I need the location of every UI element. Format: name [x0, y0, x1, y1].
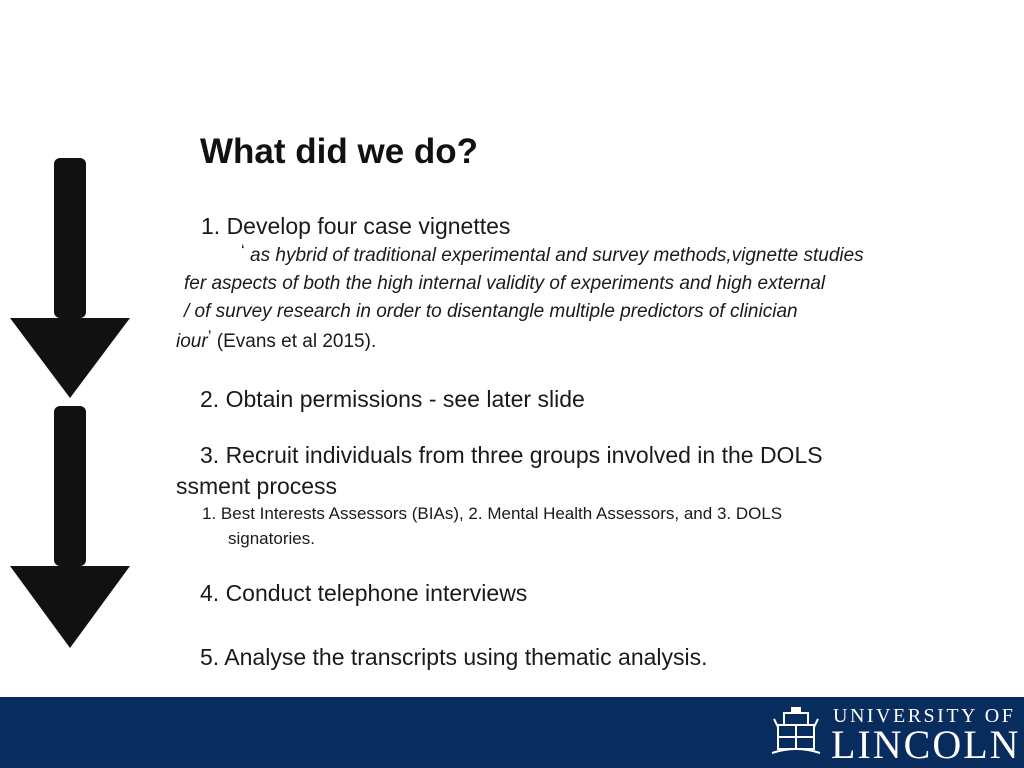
step-3-line-1: 3. Recruit individuals from three groups involved in the DOLS: [200, 442, 823, 468]
step-2: 2. Obtain permissions - see later slide: [200, 386, 585, 412]
open-quote-mark: ‘: [241, 241, 245, 260]
quote-line-3: / of survey research in order to disentangle multiple predictors of clinician: [184, 301, 798, 322]
step-5: 5. Analyse the transcripts using thematic analysis.: [200, 644, 708, 670]
step-3-sub-line-2: signatories.: [228, 529, 315, 548]
step-1: 1. Develop four case vignettes: [201, 213, 511, 239]
university-name-top: UNIVERSITY OF: [833, 705, 1016, 727]
slide-title: What did we do?: [200, 132, 479, 171]
university-name-bottom: LINCOLN: [831, 722, 1021, 767]
step-4: 4. Conduct telephone interviews: [200, 580, 528, 606]
step-3-sub-line-1: 1. Best Interests Assessors (BIAs), 2. Mental Health Assessors, and 3. DOLS: [202, 504, 783, 523]
quote-text-4: iour: [176, 331, 208, 352]
quote-line-4: [176, 327, 377, 353]
quote-line-1: [241, 241, 864, 267]
quote-line-2: fer aspects of both the high internal validity of experiments and high external: [184, 273, 826, 294]
quote-citation: (Evans et al 2015).: [211, 331, 377, 352]
step-3-line-2: ssment process: [176, 473, 338, 499]
footer-bar: [0, 697, 1024, 768]
quote-text-1: as hybrid of traditional experimental and survey methods,vignette studies: [244, 245, 864, 266]
university-crest-logo: [770, 705, 822, 759]
close-quote-mark: ’: [207, 327, 212, 346]
arrow-down-icon: [8, 406, 132, 648]
arrow-down-icon: [8, 158, 132, 398]
slide-content: [176, 210, 1024, 690]
